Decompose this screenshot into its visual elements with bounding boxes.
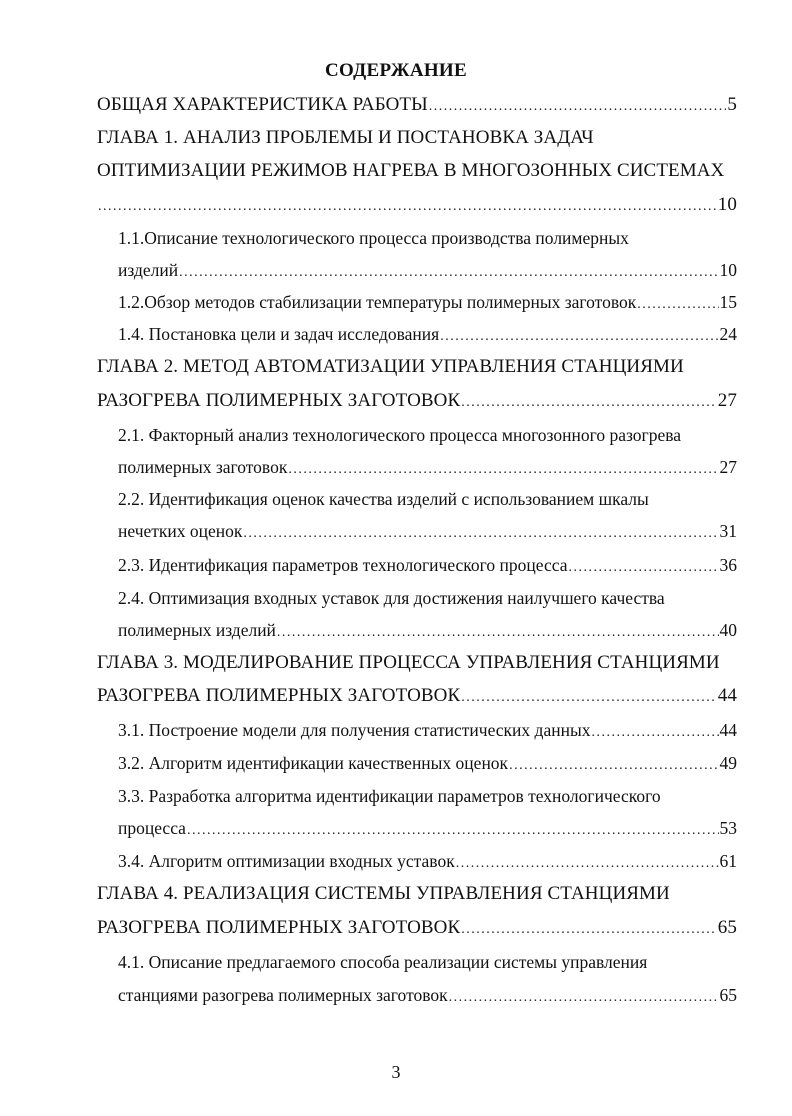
- toc-leader-dots: [461, 918, 717, 942]
- toc-leader-dots: [591, 721, 718, 745]
- toc-leader-dots: [187, 819, 719, 843]
- toc-entry-text: процесса: [118, 818, 186, 838]
- toc-leader-dots: [461, 391, 717, 415]
- toc-entry-4-1-line-1: [118, 950, 737, 974]
- toc-leader-dots: [568, 556, 718, 580]
- toc-entry-text: изделий: [118, 260, 179, 280]
- toc-entry-chapter-1-line-1: [97, 126, 737, 150]
- toc-entry-page: 27: [719, 457, 737, 477]
- toc-entry-3-1: [118, 718, 737, 745]
- toc-entry-3-3-line-1: [118, 784, 737, 808]
- toc-entry-chapter-1-line-2: [97, 159, 737, 183]
- toc-entry-chapter-3-line-2: [97, 684, 737, 710]
- toc-entry-text: 2.4. Оптимизация входных уставок для достижения наилучшего качества: [118, 588, 665, 608]
- toc-leader-dots: [429, 95, 727, 119]
- toc-entry-chapter-4-line-2: [97, 916, 737, 942]
- toc-entry-text: ОБЩАЯ ХАРАКТЕРИСТИКА РАБОТЫ: [97, 94, 428, 115]
- toc-entry-1-2: [118, 290, 737, 317]
- toc-entry-3-4: [118, 849, 737, 876]
- toc-entry-3-3-line-2: [118, 816, 737, 843]
- toc-entry-page: 27: [717, 390, 737, 411]
- toc-entry-2-2-line-1: [118, 487, 737, 511]
- toc-entry-2-4-line-2: [118, 618, 737, 645]
- toc-entry-page: 49: [719, 753, 737, 773]
- toc-entry-text: ГЛАВА 3. МОДЕЛИРОВАНИЕ ПРОЦЕССА УПРАВЛЕНИЯ СТАНЦИЯМИ: [97, 652, 720, 673]
- toc-entry-text: 3.4. Алгоритм оптимизации входных уставок: [118, 851, 455, 871]
- toc-leader-dots: [637, 293, 718, 317]
- toc-leader-dots: [288, 458, 718, 482]
- toc-leader-dots: [98, 195, 717, 219]
- toc-entry-2-2-line-2: [118, 519, 737, 546]
- toc-leader-dots: [243, 522, 718, 546]
- toc-entry-text: ГЛАВА 2. МЕТОД АВТОМАТИЗАЦИИ УПРАВЛЕНИЯ СТАНЦИЯМИ: [97, 356, 684, 377]
- toc-entry-page: 31: [719, 521, 737, 541]
- page-number: 3: [391, 1062, 401, 1082]
- toc-entry-4-1-line-2: [118, 983, 737, 1010]
- toc-entry-text: полимерных изделий: [118, 620, 276, 640]
- toc-entry-text: ГЛАВА 1. АНАЛИЗ ПРОБЛЕМЫ И ПОСТАНОВКА ЗАДАЧ: [97, 127, 594, 148]
- toc-entry-2-4-line-1: [118, 586, 737, 610]
- toc-leader-dots: [277, 621, 719, 645]
- toc-entry-text: 2.2. Идентификация оценок качества изделий с использованием шкалы: [118, 489, 649, 509]
- toc-entry-text: РАЗОГРЕВА ПОЛИМЕРНЫХ ЗАГОТОВОК: [97, 917, 461, 938]
- toc-entry-text: 1.4. Постановка цели и задач исследования: [118, 324, 440, 344]
- toc-entry-page: 5: [727, 94, 737, 115]
- toc-entry-chapter-2-line-2: [97, 389, 737, 415]
- toc-leader-dots: [461, 686, 717, 710]
- toc-entry-1-1-line-1: [118, 226, 737, 250]
- toc-entry-text: 2.1. Факторный анализ технологического процесса многозонного разогрева: [118, 425, 682, 445]
- toc-leader-dots: [509, 754, 718, 778]
- toc-leader-dots: [449, 986, 719, 1010]
- toc-entry-page: 61: [719, 851, 737, 871]
- toc-entry-text: 3.3. Разработка алгоритма идентификации параметров технологического: [118, 786, 661, 806]
- toc-entry-page: 10: [717, 194, 737, 215]
- toc-leader-dots: [440, 325, 718, 349]
- toc-entry-text: полимерных заготовок: [118, 457, 288, 477]
- toc-entry-text: 2.3. Идентификация параметров технологического процесса: [118, 555, 568, 575]
- toc-entry-text: ОПТИМИЗАЦИИ РЕЖИМОВ НАГРЕВА В МНОГОЗОННЫХ СИСТЕМАХ: [97, 160, 725, 181]
- toc-entry-page: 44: [717, 685, 737, 706]
- toc-entry-page: 15: [719, 292, 737, 312]
- toc-entry-page: 44: [719, 720, 737, 740]
- toc-entry-chapter-1-line-3: [97, 193, 737, 219]
- toc-entry-2-1-line-1: [118, 423, 737, 447]
- toc-entry-text: 1.2.Обзор методов стабилизации температуры полимерных заготовок: [118, 292, 637, 312]
- toc-entry-page: 65: [719, 985, 737, 1005]
- toc-entry-text: РАЗОГРЕВА ПОЛИМЕРНЫХ ЗАГОТОВОК: [97, 390, 461, 411]
- toc-entry-2-1-line-2: [118, 455, 737, 482]
- toc-entry-text: 3.2. Алгоритм идентификации качественных оценок: [118, 753, 509, 773]
- toc-entry-general: [97, 93, 737, 119]
- toc-entry-page: 40: [719, 620, 737, 640]
- toc-entry-chapter-3-line-1: [97, 651, 737, 675]
- toc-entry-page: 24: [719, 324, 737, 344]
- toc-entry-page: 10: [719, 260, 737, 280]
- toc-entry-chapter-4-line-1: [97, 882, 737, 906]
- toc-entry-text: нечетких оценок: [118, 521, 243, 541]
- toc-heading: СОДЕРЖАНИЕ: [325, 60, 467, 81]
- toc-entry-1-4: [118, 322, 737, 349]
- toc-entry-text: 4.1. Описание предлагаемого способа реализации системы управления: [118, 952, 648, 972]
- toc-entry-3-2: [118, 751, 737, 778]
- toc-entry-text: ГЛАВА 4. РЕАЛИЗАЦИЯ СИСТЕМЫ УПРАВЛЕНИЯ СТАНЦИЯМИ: [97, 883, 670, 904]
- toc-entry-page: 65: [717, 917, 737, 938]
- toc-entry-text: РАЗОГРЕВА ПОЛИМЕРНЫХ ЗАГОТОВОК: [97, 685, 461, 706]
- toc-entry-1-1-line-2: [118, 258, 737, 285]
- toc-entry-page: 53: [719, 818, 737, 838]
- toc-entry-2-3: [118, 553, 737, 580]
- toc-entry-chapter-2-line-1: [97, 355, 737, 379]
- toc-entry-text: 1.1.Описание технологического процесса производства полимерных: [118, 228, 629, 248]
- toc-entry-text: станциями разогрева полимерных заготовок: [118, 985, 448, 1005]
- toc-entry-page: 36: [719, 555, 737, 575]
- toc-leader-dots: [179, 261, 718, 285]
- toc-leader-dots: [456, 852, 719, 876]
- toc-entry-text: 3.1. Построение модели для получения статистических данных: [118, 720, 591, 740]
